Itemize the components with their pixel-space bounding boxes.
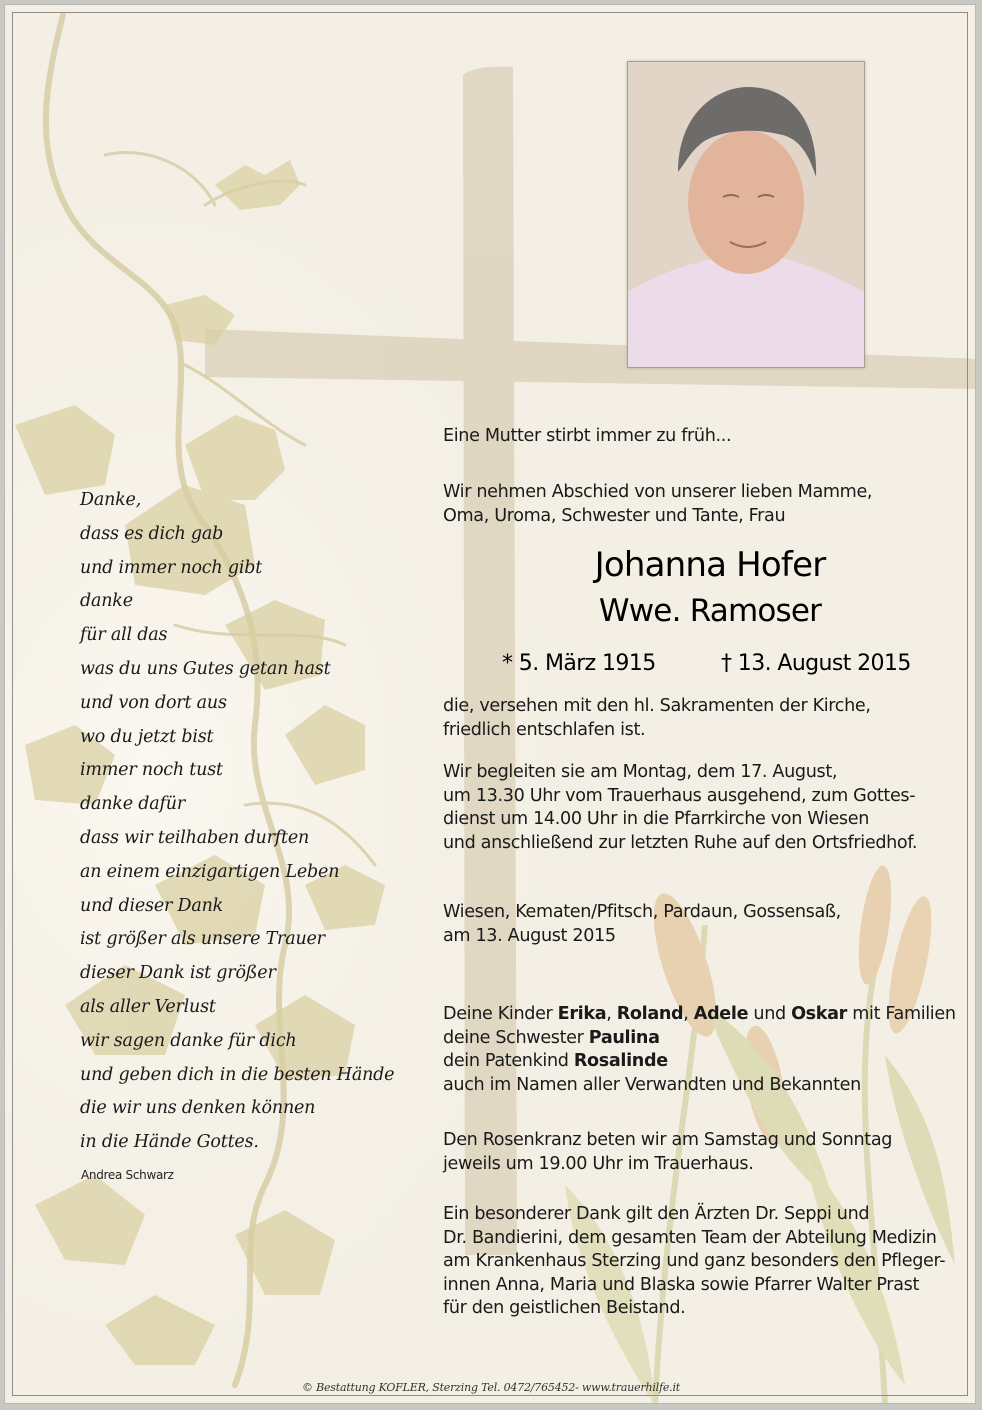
poem-line: danke xyxy=(80,591,133,612)
farewell-line: Oma, Uroma, Schwester und Tante, Frau xyxy=(443,505,786,526)
poem-line: als aller Verlust xyxy=(80,996,216,1017)
thanks-line: innen Anna, Maria und Blaska sowie Pfarrer Walter Prast xyxy=(443,1274,919,1295)
separator: , xyxy=(606,1004,617,1024)
sister-name: Paulina xyxy=(588,1027,660,1048)
thanks-line: Ein besonderer Dank gilt den Ärzten Dr. Seppi und xyxy=(443,1204,870,1224)
passing-line: die, versehen mit den hl. Sakramenten der Kirche, xyxy=(443,696,871,716)
rosary-section xyxy=(443,1129,973,1176)
thanks-line: am Krankenhaus Sterzing und ganz besonders den Pfleger- xyxy=(443,1251,946,1271)
poem-line: für all das xyxy=(80,625,168,646)
poem-line: was du uns Gutes getan hast xyxy=(80,658,331,679)
poem-line: wo du jetzt bist xyxy=(80,726,214,747)
married-name xyxy=(510,593,910,629)
child-name: Roland xyxy=(616,1004,684,1024)
mourners-text: Deine Kinder xyxy=(443,1004,558,1024)
passing-section xyxy=(443,695,973,742)
intro-text: Eine Mutter stirbt immer zu früh... xyxy=(443,426,732,446)
separator: und xyxy=(748,1004,792,1024)
rosary-line: jeweils um 19.00 Uhr im Trauerhaus. xyxy=(443,1153,754,1174)
place-date-line: am 13. August 2015 xyxy=(443,925,616,946)
poem-line: immer noch tust xyxy=(80,760,223,781)
mourners-text: dein Patenkind xyxy=(443,1051,574,1071)
thanks-line: für den geistlichen Beistand. xyxy=(443,1298,686,1318)
poem-line: in die Hände Gottes. xyxy=(80,1132,259,1153)
portrait-photo-icon xyxy=(628,62,864,367)
child-name: Adele xyxy=(693,1004,749,1024)
poem-author: Andrea Schwarz xyxy=(81,1168,174,1182)
mourners-text: deine Schwester xyxy=(443,1027,589,1048)
widow-prefix: Wwe. xyxy=(598,593,681,629)
footer-imprint: © Bestattung KOFLER, Sterzing Tel. 0472/765452- www.trauerhilfe.it xyxy=(302,1381,680,1394)
deceased-name: Johanna Hofer xyxy=(594,545,826,585)
poem-line: dass wir teilhaben durften xyxy=(80,827,310,848)
poem-line: und geben dich in die besten Hände xyxy=(80,1064,395,1085)
thanks-line: Dr. Bandierini, dem gesamten Team der Abteilung Medizin xyxy=(443,1227,937,1248)
godchild-name: Rosalinde xyxy=(573,1051,668,1071)
mourners-section xyxy=(443,1003,973,1097)
mourners-sister-line xyxy=(443,1027,973,1051)
married-surname: Ramoser xyxy=(689,593,822,629)
rosary-line: Den Rosenkranz beten wir am Samstag und Sonntag xyxy=(443,1130,893,1150)
funeral-section xyxy=(443,761,973,855)
face xyxy=(688,130,804,274)
mourners-text: mit Familien xyxy=(847,1004,956,1024)
funeral-line: dienst um 14.00 Uhr in die Pfarrkirche von Wiesen xyxy=(443,809,870,829)
farewell-line: Wir nehmen Abschied von unserer lieben Mamme, xyxy=(443,482,873,502)
poem-line: wir sagen danke für dich xyxy=(80,1030,297,1051)
mourners-godchild-line xyxy=(443,1050,973,1074)
separator: , xyxy=(683,1004,694,1024)
poem-line: und dieser Dank xyxy=(80,895,224,916)
poem-line: an einem einzigartigen Leben xyxy=(80,861,340,882)
obituary-sheet xyxy=(4,4,976,1404)
poem-line: Danke, xyxy=(80,490,142,510)
mourners-children-line xyxy=(443,1003,973,1027)
poem-line: und von dort aus xyxy=(80,692,227,713)
portrait-photo xyxy=(627,61,865,368)
child-name: Erika xyxy=(557,1004,607,1024)
poem-line: dieser Dank ist größer xyxy=(80,963,276,984)
death-date: † 13. August 2015 xyxy=(721,651,911,676)
birth-date: * 5. März 1915 xyxy=(502,651,656,676)
intro-section xyxy=(443,425,973,449)
funeral-line: und anschließend zur letzten Ruhe auf den Ortsfriedhof. xyxy=(443,832,918,853)
place-line: Wiesen, Kematen/Pfitsch, Pardaun, Gossensaß, xyxy=(443,902,841,922)
poem-line: ist größer als unsere Trauer xyxy=(80,929,325,950)
poem xyxy=(80,484,410,1160)
poem-line: danke dafür xyxy=(80,794,185,815)
funeral-line: um 13.30 Uhr vom Trauerhaus ausgehend, zum Gottes- xyxy=(443,785,916,806)
funeral-line: Wir begleiten sie am Montag, dem 17. August, xyxy=(443,762,838,782)
poem-line: dass es dich gab xyxy=(80,523,224,544)
child-name: Oskar xyxy=(791,1004,847,1024)
mourners-relatives-line: auch im Namen aller Verwandten und Bekannten xyxy=(443,1074,861,1095)
thanks-section xyxy=(443,1203,973,1321)
place-date-section xyxy=(443,901,973,948)
poem-line: die wir uns denken können xyxy=(80,1098,316,1119)
farewell-section xyxy=(443,481,973,528)
passing-line: friedlich entschlafen ist. xyxy=(443,719,646,740)
poem-line: und immer noch gibt xyxy=(80,557,263,578)
